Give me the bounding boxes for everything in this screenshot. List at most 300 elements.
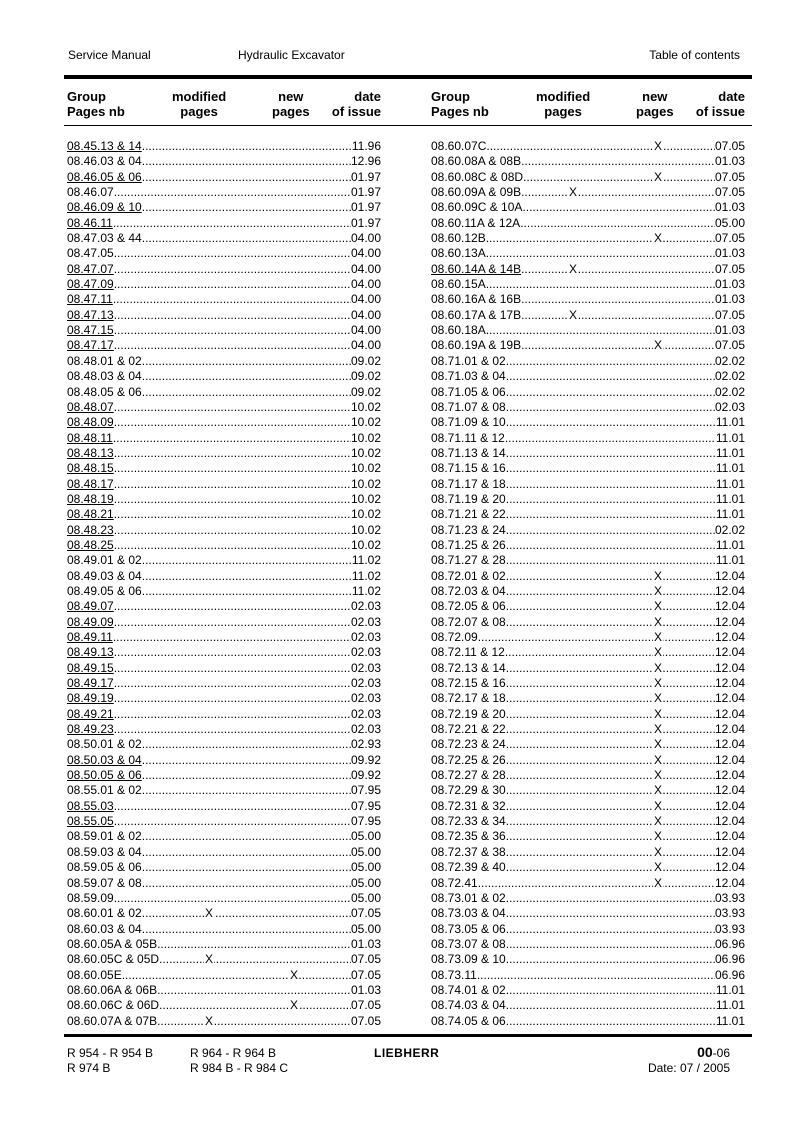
group-page-number: 08.49.19	[67, 691, 114, 706]
dot-leader	[142, 231, 351, 246]
list-item	[431, 753, 745, 768]
issue-date: 01.97	[350, 200, 381, 215]
issue-date: 01.03	[350, 982, 381, 997]
list-item	[67, 477, 381, 492]
dot-leader	[506, 768, 715, 783]
dot-leader	[142, 354, 351, 369]
group-page-number: 08.59.09	[67, 890, 114, 905]
group-page-number: 08.49.17	[67, 676, 114, 691]
group-page-number: 08.72.35 & 36	[431, 829, 506, 844]
new-mark: ..... X	[654, 568, 663, 583]
group-page-number: 08.60.14A & 14B	[431, 261, 522, 276]
list-item	[431, 492, 745, 507]
dot-leader	[114, 615, 351, 630]
issue-date: 01.97	[350, 169, 381, 184]
group-page-number: 08.60.11A & 12A	[431, 215, 521, 230]
issue-date: 09.02	[350, 369, 381, 384]
group-page-number: 08.60.19A & 19B	[431, 338, 522, 353]
issue-date: 04.00	[350, 338, 381, 353]
dot-leader	[486, 139, 715, 154]
list-item	[67, 338, 381, 353]
issue-date: 07.05	[350, 1013, 381, 1028]
dot-leader	[114, 446, 351, 461]
dot-leader	[506, 569, 715, 584]
dot-leader	[114, 415, 351, 430]
list-item	[67, 553, 381, 568]
group-page-number: 08.46.03 & 04	[67, 154, 142, 169]
dot-leader	[506, 737, 715, 752]
issue-date: 07.05	[714, 185, 745, 200]
dot-leader	[506, 906, 715, 921]
list-item	[67, 492, 381, 507]
issue-date: 12.04	[714, 676, 745, 691]
dot-leader	[142, 845, 351, 860]
dot-leader	[114, 277, 351, 292]
list-item	[431, 292, 745, 307]
dot-leader	[142, 569, 352, 584]
group-page-number: 08.48.23	[67, 522, 114, 537]
group-page-number: 08.71.15 & 16	[431, 461, 506, 476]
page-number-section: 00	[697, 1044, 713, 1060]
dot-leader	[114, 323, 351, 338]
group-page-number: 08.72.09	[431, 630, 478, 644]
issue-date: 04.00	[350, 323, 381, 338]
new-mark: ..... X	[654, 139, 663, 153]
group-page-number: 08.46.07	[67, 185, 114, 200]
new-mark: ..... X	[654, 829, 663, 844]
list-item	[67, 385, 381, 400]
list-item	[67, 538, 381, 553]
group-page-number: 08.72.41	[431, 875, 478, 890]
list-item	[67, 783, 381, 798]
list-item	[431, 845, 745, 860]
list-item	[431, 461, 745, 476]
issue-date: 05.00	[350, 829, 381, 844]
group-page-number: 08.47.15	[67, 323, 114, 338]
dot-leader	[506, 922, 715, 937]
header-group: Group Pages nb	[67, 89, 125, 119]
list-item	[67, 185, 381, 200]
dot-leader	[521, 154, 715, 169]
list-item	[431, 891, 745, 906]
left-rows	[67, 139, 381, 1029]
group-page-number: 08.60.05A & 05B	[67, 936, 158, 951]
issue-date: 12.04	[714, 814, 745, 829]
list-item	[431, 154, 745, 169]
dot-leader	[114, 799, 351, 814]
issue-date: 02.03	[350, 706, 381, 721]
group-page-number: 08.74.03 & 04	[431, 998, 506, 1013]
group-page-number: 08.71.01 & 02	[431, 353, 506, 368]
group-page-number: 08.60.07A & 07B	[67, 1013, 158, 1028]
list-item	[67, 599, 381, 614]
group-page-number: 08.71.19 & 20	[431, 491, 506, 506]
list-item	[67, 661, 381, 676]
issue-date: 02.93	[350, 737, 381, 752]
list-item	[67, 922, 381, 937]
group-page-number: 08.47.09	[67, 277, 114, 292]
list-item	[431, 968, 745, 983]
list-item	[431, 707, 745, 722]
issue-date: 02.03	[350, 676, 381, 691]
list-item	[67, 200, 381, 215]
modified-mark: ..... X	[569, 307, 578, 322]
issue-date: 12.04	[714, 783, 745, 798]
dot-leader	[506, 461, 716, 476]
group-page-number: 08.47.05	[67, 246, 114, 261]
issue-date: 07.95	[350, 798, 381, 813]
group-page-number: 08.49.15	[67, 660, 114, 675]
dot-leader	[506, 691, 715, 706]
issue-date: 09.02	[350, 384, 381, 399]
group-page-number: 08.60.09A & 09B	[431, 185, 522, 200]
list-item	[67, 645, 381, 660]
dot-leader	[114, 262, 351, 277]
dot-leader	[114, 707, 351, 722]
list-item	[67, 860, 381, 875]
new-mark: ..... X	[290, 967, 299, 982]
dot-leader	[506, 783, 715, 798]
list-item	[431, 200, 745, 215]
group-page-number: 08.47.17	[67, 338, 114, 353]
list-item	[67, 876, 381, 891]
issue-date: 12.04	[714, 722, 745, 737]
issue-date: 07.95	[350, 814, 381, 829]
list-item	[431, 446, 745, 461]
new-mark: ..... X	[290, 998, 299, 1013]
dot-leader	[506, 891, 715, 906]
group-page-number: 08.71.09 & 10	[431, 415, 506, 430]
group-page-number: 08.60.08A & 08B	[431, 154, 522, 169]
dot-leader	[142, 553, 352, 568]
group-page-number: 08.55.03	[67, 798, 114, 813]
list-item	[67, 845, 381, 860]
list-item	[67, 277, 381, 292]
dot-leader	[142, 139, 352, 154]
group-page-number: 08.73.01 & 02	[431, 890, 506, 905]
new-mark: ..... X	[654, 599, 663, 614]
group-page-number: 08.59.01 & 02	[67, 829, 142, 844]
issue-date: 07.05	[714, 338, 745, 353]
dot-leader	[506, 507, 716, 522]
issue-date: 02.02	[714, 384, 745, 399]
issue-date: 02.02	[714, 353, 745, 368]
list-item	[67, 507, 381, 522]
group-page-number: 08.48.01 & 02	[67, 353, 142, 368]
issue-date: 05.00	[350, 921, 381, 936]
group-page-number: 08.74.05 & 06	[431, 1013, 506, 1028]
list-item	[431, 385, 745, 400]
issue-date: 04.00	[350, 292, 381, 307]
list-item	[431, 246, 745, 261]
group-page-number: 08.50.03 & 04	[67, 752, 142, 767]
group-page-number: 08.73.11	[431, 967, 477, 982]
issue-date: 03.93	[714, 921, 745, 936]
group-page-number: 08.60.17A & 17B	[431, 307, 522, 322]
group-page-number: 08.74.01 & 02	[431, 982, 506, 997]
list-item	[67, 170, 381, 185]
list-item	[431, 676, 745, 691]
group-page-number: 08.60.07C	[431, 139, 487, 153]
issue-date: 11.02	[351, 568, 381, 583]
dot-leader	[142, 584, 352, 599]
list-item	[67, 292, 381, 307]
issue-date: 04.00	[350, 277, 381, 292]
list-item	[431, 691, 745, 706]
footer-models-b2: R 984 B - R 984 C	[190, 1061, 289, 1075]
dot-leader	[114, 492, 351, 507]
issue-date: 05.00	[350, 875, 381, 890]
dot-leader	[506, 676, 715, 691]
issue-date: 11.01	[715, 430, 745, 445]
dot-leader	[506, 998, 716, 1013]
group-page-number: 08.72.27 & 28	[431, 768, 506, 783]
new-mark: ..... X	[654, 875, 663, 890]
dot-leader	[506, 369, 715, 384]
group-page-number: 08.73.07 & 08	[431, 936, 506, 951]
list-item	[67, 814, 381, 829]
new-mark: ..... X	[654, 645, 663, 660]
new-mark: ..... X	[654, 814, 663, 829]
issue-date: 04.00	[350, 307, 381, 322]
group-page-number: 08.60.08C & 08D	[431, 169, 524, 184]
issue-date: 10.02	[350, 537, 381, 552]
group-page-number: 08.72.01 & 02	[431, 568, 506, 583]
dot-leader	[522, 200, 715, 215]
dot-leader	[142, 829, 351, 844]
list-item	[67, 400, 381, 415]
dot-leader	[114, 507, 351, 522]
modified-mark: ..... X	[569, 185, 578, 200]
list-item	[67, 216, 381, 231]
issue-date: 11.01	[715, 537, 745, 552]
group-page-number: 08.60.06C & 06D	[67, 998, 160, 1013]
dot-leader	[114, 814, 351, 829]
issue-date: 01.03	[714, 292, 745, 307]
group-page-number: 08.47.07	[67, 261, 114, 276]
issue-date: 02.03	[714, 399, 745, 414]
group-page-number: 08.48.03 & 04	[67, 369, 142, 384]
issue-date: 09.02	[350, 353, 381, 368]
group-page-number: 08.60.12B	[431, 231, 486, 246]
group-page-number: 08.60.13A	[431, 246, 486, 261]
modified-mark: ..... X	[205, 906, 214, 921]
dot-leader	[506, 599, 715, 614]
header-date: date of issue	[695, 89, 745, 119]
group-page-number: 08.50.05 & 06	[67, 768, 142, 783]
dot-leader	[114, 891, 351, 906]
group-page-number: 08.46.09 & 10	[67, 200, 142, 215]
dot-leader	[114, 185, 351, 200]
issue-date: 12.04	[714, 614, 745, 629]
dot-leader	[114, 599, 351, 614]
list-item	[431, 400, 745, 415]
list-item	[431, 262, 745, 277]
group-page-number: 08.71.13 & 14	[431, 445, 506, 460]
issue-date: 12.04	[714, 768, 745, 783]
list-item	[431, 922, 745, 937]
list-item	[431, 952, 745, 967]
dot-leader	[486, 246, 715, 261]
dot-leader	[113, 431, 351, 446]
issue-date: 04.00	[350, 261, 381, 276]
list-item	[67, 569, 381, 584]
issue-date: 11.01	[715, 415, 745, 430]
header-new: new pages	[636, 89, 674, 119]
list-item	[431, 277, 745, 292]
list-item	[431, 507, 745, 522]
list-item	[431, 323, 745, 338]
dot-leader	[506, 952, 715, 967]
list-item	[431, 431, 745, 446]
dot-leader	[142, 369, 351, 384]
dot-leader	[506, 799, 715, 814]
footer-page-number	[697, 1044, 730, 1060]
dot-leader	[506, 477, 716, 492]
group-page-number: 08.71.05 & 06	[431, 384, 506, 399]
issue-date: 10.02	[350, 461, 381, 476]
group-page-number: 08.72.39 & 40	[431, 860, 506, 875]
new-mark: ..... X	[654, 676, 663, 691]
group-page-number: 08.72.19 & 20	[431, 706, 506, 721]
list-item	[431, 216, 745, 231]
group-page-number: 08.48.09	[67, 415, 114, 430]
list-item	[67, 799, 381, 814]
list-item	[431, 415, 745, 430]
dot-leader	[506, 415, 716, 430]
dot-leader	[523, 170, 715, 185]
new-mark: ..... X	[654, 583, 663, 598]
issue-date: 07.05	[350, 906, 381, 921]
new-mark: ..... X	[654, 860, 663, 875]
issue-date: 12.04	[714, 798, 745, 813]
issue-date: 11.01	[715, 507, 745, 522]
issue-date: 12.04	[714, 645, 745, 660]
modified-mark: ..... X	[205, 1013, 214, 1028]
dot-leader	[478, 630, 715, 645]
list-item	[67, 707, 381, 722]
group-page-number: 08.48.25	[67, 537, 114, 552]
dot-leader	[142, 385, 351, 400]
dot-leader	[114, 676, 351, 691]
group-page-number: 08.49.05 & 06	[67, 583, 142, 598]
group-page-number: 08.48.19	[67, 491, 114, 506]
dot-leader	[506, 983, 716, 998]
list-item	[431, 661, 745, 676]
header-date: date of issue	[331, 89, 381, 119]
dot-leader	[114, 308, 351, 323]
list-item	[67, 584, 381, 599]
group-page-number: 08.59.07 & 08	[67, 875, 142, 890]
issue-date: 06.96	[714, 967, 745, 982]
issue-date: 07.95	[350, 783, 381, 798]
group-page-number: 08.71.03 & 04	[431, 369, 506, 384]
dot-leader	[506, 446, 716, 461]
dot-leader	[506, 707, 715, 722]
issue-date: 10.02	[350, 507, 381, 522]
group-page-number: 08.72.25 & 26	[431, 752, 506, 767]
group-page-number: 08.71.23 & 24	[431, 522, 506, 537]
footer-rule	[64, 1034, 752, 1037]
dot-leader	[521, 185, 715, 200]
new-mark: ..... X	[654, 798, 663, 813]
issue-date: 12.04	[714, 599, 745, 614]
group-page-number: 08.48.21	[67, 507, 114, 522]
new-mark: ..... X	[654, 691, 663, 706]
header-manual-type: Service Manual	[68, 48, 151, 62]
issue-date: 10.02	[350, 476, 381, 491]
issue-date: 03.93	[714, 890, 745, 905]
new-mark: ..... X	[654, 752, 663, 767]
group-page-number: 08.71.17 & 18	[431, 476, 506, 491]
issue-date: 07.05	[714, 231, 745, 246]
issue-date: 01.03	[714, 200, 745, 215]
list-item	[67, 737, 381, 752]
group-page-number: 08.48.05 & 06	[67, 384, 142, 399]
modified-mark: ..... X	[569, 261, 578, 276]
issue-date: 05.00	[350, 890, 381, 905]
new-mark: ..... X	[654, 706, 663, 721]
dot-leader	[114, 645, 351, 660]
issue-date: 01.03	[714, 323, 745, 338]
header-rule	[64, 75, 752, 79]
issue-date: 11.01	[715, 998, 745, 1013]
new-mark: ..... X	[654, 722, 663, 737]
issue-date: 12.04	[714, 875, 745, 890]
dot-leader	[114, 538, 351, 553]
group-page-number: 08.72.11 & 12	[431, 645, 505, 660]
issue-date: 02.02	[714, 522, 745, 537]
issue-date: 01.97	[350, 185, 381, 200]
group-page-number: 08.48.15	[67, 461, 114, 476]
dot-leader	[506, 615, 715, 630]
dot-leader	[506, 354, 715, 369]
footer-models-a2: R 974 B	[67, 1061, 111, 1075]
dot-leader	[506, 860, 715, 875]
issue-date: 12.04	[714, 844, 745, 859]
dot-leader	[142, 737, 351, 752]
header-modified: modified pages	[172, 89, 227, 119]
header-machine: Hydraulic Excavator	[238, 48, 345, 62]
dot-leader	[506, 400, 715, 415]
group-page-number: 08.49.01 & 02	[67, 553, 142, 568]
footer-models-a1: R 954 - R 954 B	[67, 1046, 154, 1060]
dot-leader	[114, 722, 351, 737]
list-item	[431, 737, 745, 752]
issue-date: 12.04	[714, 568, 745, 583]
right-rows	[431, 139, 745, 1029]
list-item	[431, 185, 745, 200]
issue-date: 11.01	[715, 1013, 745, 1028]
dot-leader	[157, 983, 351, 998]
group-page-number: 08.55.05	[67, 814, 114, 829]
dot-leader	[142, 876, 351, 891]
issue-date: 11.01	[715, 491, 745, 506]
issue-date: 12.04	[714, 752, 745, 767]
list-item	[67, 998, 381, 1013]
issue-date: 12.04	[714, 706, 745, 721]
dot-leader	[142, 768, 351, 783]
list-item	[431, 354, 745, 369]
group-page-number: 08.72.17 & 18	[431, 691, 506, 706]
list-item	[67, 231, 381, 246]
dot-leader	[114, 461, 351, 476]
dot-leader	[506, 722, 715, 737]
group-page-number: 08.72.03 & 04	[431, 583, 506, 598]
group-page-number: 08.72.07 & 08	[431, 614, 506, 629]
group-page-number: 08.49.13	[67, 645, 114, 660]
issue-date: 12.04	[714, 630, 745, 644]
